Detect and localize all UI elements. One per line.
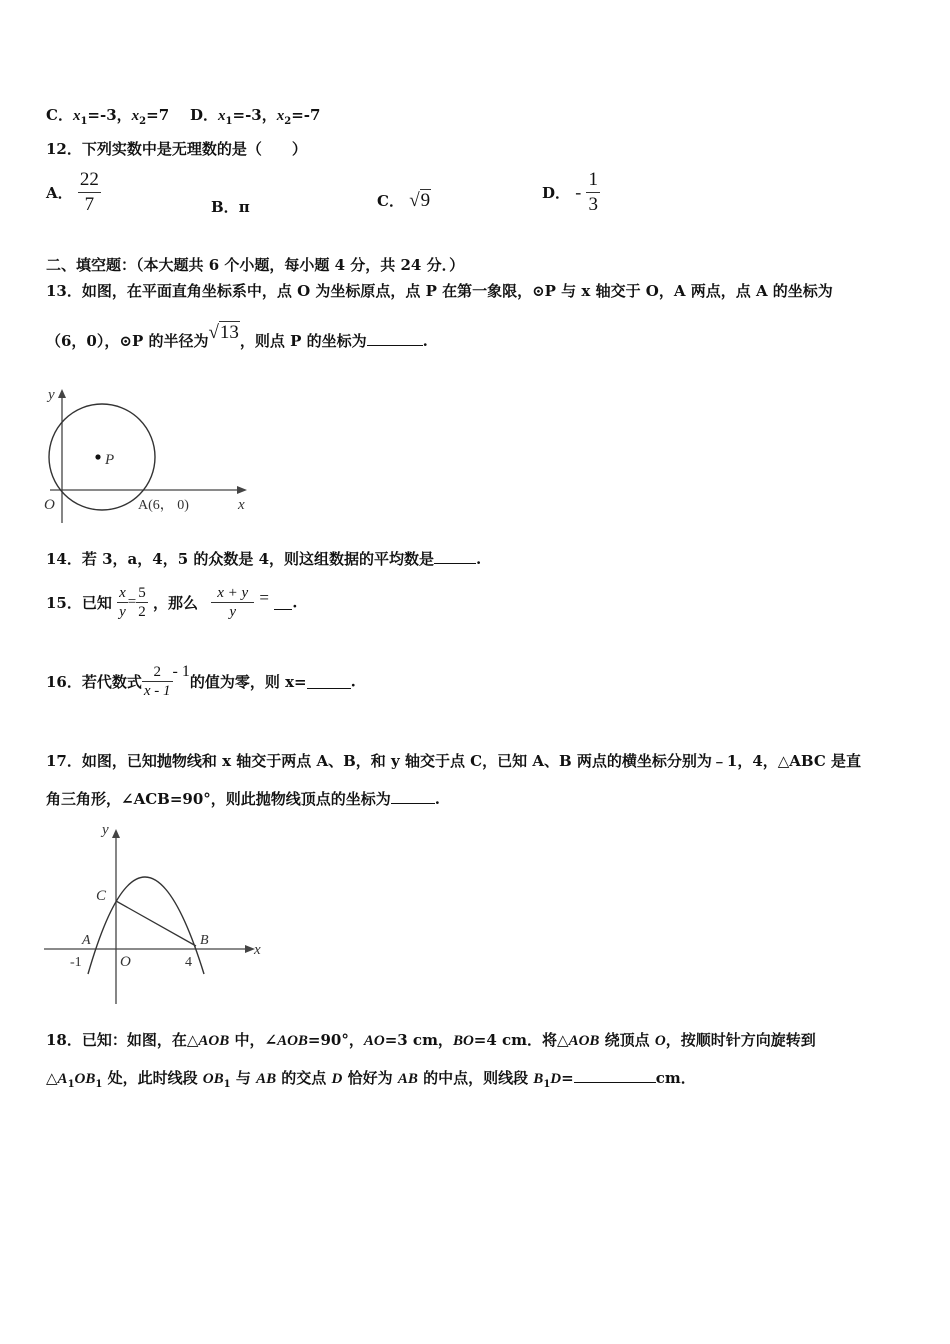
q18-line1 (46, 1029, 816, 1050)
q18-var: B (533, 1071, 544, 1087)
q12-option-a-label: A． (46, 184, 73, 202)
q17-a-label: A (82, 933, 91, 948)
q13-radicand: 13 (219, 322, 239, 343)
q15-fraction-x-over-y (117, 584, 128, 621)
q15-mid: ，那么 (152, 594, 198, 612)
q12-option-b (211, 196, 250, 217)
q15-f1-denominator: y (119, 604, 126, 620)
q11-var: x (72, 108, 81, 124)
q12-option-a (46, 168, 101, 217)
q14-line (46, 548, 481, 569)
q15-fraction-5-over-2 (136, 584, 148, 621)
q12-option-d-denominator: 3 (588, 194, 598, 215)
q13-point-p (95, 454, 100, 459)
q18-text: 恰好为 (342, 1069, 398, 1087)
q17-y-label: y (102, 822, 109, 838)
q18-text: cm． (655, 1069, 696, 1087)
q11-var: x (276, 108, 285, 124)
q12-option-d-numerator: 1 (586, 168, 600, 193)
q13-y-arrow (58, 389, 66, 398)
q18-text: 处，此时线段 (102, 1069, 203, 1087)
q13-line2-b: ，则点 P 的坐标为 (239, 332, 367, 350)
q18-var: AB (397, 1071, 418, 1087)
q11-sub: 1 (80, 116, 88, 127)
q18-text: ，按顺时针方向旋转到 (665, 1031, 816, 1049)
q16-minus-one: - 1 (172, 662, 190, 680)
q11-option-c-text: =-3， (87, 106, 132, 124)
q18-var: AO (363, 1033, 385, 1049)
q12-option-d-fraction (586, 168, 600, 217)
q15-eq2: = (259, 588, 269, 607)
q12-option-c-sqrt: √9 (409, 190, 431, 211)
q12-option-c-radicand: 9 (420, 190, 431, 211)
q17-segment-cb (116, 901, 196, 946)
q17-o-label: O (120, 954, 131, 970)
q17-line2 (46, 788, 440, 809)
q18-text: = (561, 1069, 574, 1087)
q18-var: O (654, 1033, 666, 1049)
q15-line (46, 584, 297, 621)
q15-answer-blank (274, 595, 292, 610)
q14-answer-blank (434, 549, 476, 564)
q12-option-d (542, 168, 600, 217)
q12-option-a-fraction (78, 168, 101, 217)
q15-f1-numerator: x (119, 585, 126, 601)
q11-option-d-label: D． (190, 106, 219, 124)
q13-figure (38, 385, 258, 530)
q11-option-d-text: =-3， (232, 106, 277, 124)
q17-y-arrow (112, 829, 120, 838)
q16-line (46, 663, 356, 700)
q13-o-label: O (44, 497, 55, 513)
q18-var: OB (74, 1071, 96, 1087)
q18-var: D (550, 1071, 562, 1087)
q16-end: . (350, 672, 356, 691)
q18-text: =3 cm， (384, 1031, 453, 1049)
q17-line1: 17．如图，已知抛物线和 x 轴交于两点 A、B，和 y 轴交于点 C，已知 A、B 两点的横坐标分别为﹣1，4，△ABC 是直 (46, 752, 862, 770)
q18-sub: 1 (543, 1079, 551, 1090)
q15-f3-numerator: x + y (211, 584, 254, 603)
q11-option-c-label: C． (46, 106, 73, 124)
q18-answer-blank (574, 1068, 656, 1083)
q13-line2-c: . (422, 332, 428, 350)
q11-var: x (218, 108, 226, 124)
q18-text: 绕顶点 (599, 1031, 655, 1049)
q18-sub: 1 (95, 1079, 103, 1090)
q13-sqrt: √13 (208, 322, 239, 343)
q14-text: 14．若 3，a，4，5 的众数是 4，则这组数据的平均数是 (46, 550, 435, 568)
q11-option-c-text2: =7 (146, 106, 170, 124)
q15-pre: 15．已知 (46, 594, 112, 612)
q18-line2 (46, 1067, 696, 1090)
q13-p-label: P (105, 452, 115, 468)
q16-denominator: x - 1 (143, 683, 171, 699)
q12-option-a-numerator: 22 (78, 168, 101, 193)
q16-post: 的值为零，则 x= (189, 673, 307, 691)
q13-a-label: A(6， 0) (138, 498, 189, 513)
q17-b-label: B (200, 933, 209, 948)
q15-f3-denominator: y (229, 604, 237, 620)
q15-fraction-xy-over-y (211, 584, 254, 621)
q11-var: x (131, 108, 140, 124)
q17-answer-blank (391, 789, 435, 804)
q18-var: A (57, 1071, 68, 1087)
q17-four-label: 4 (185, 955, 192, 970)
q13-circle (49, 404, 155, 510)
q13-line2-a: （6，0），⊙P 的半径为 (46, 332, 209, 350)
q18-var: OB (202, 1071, 224, 1087)
section-title: 二、填空题：（本大题共 6 个小题，每小题 4 分，共 24 分．） (46, 256, 465, 274)
q18-text: 18．已知：如图，在△ (46, 1031, 199, 1049)
q12-option-b-label: B． (211, 198, 239, 216)
q18-sub: 1 (67, 1079, 75, 1090)
q11-sub: 2 (284, 116, 292, 127)
q14-end: . (476, 550, 482, 568)
q17-figure (40, 822, 270, 1012)
q18-var: BO (452, 1033, 474, 1049)
q15-end: . (292, 593, 298, 612)
q16-answer-blank (307, 674, 351, 689)
q12-option-b-text: π (238, 198, 250, 216)
q11-option-d-text2: =-7 (291, 106, 321, 124)
q17-line2-text: 角三角形，∠ACB=90°，则此抛物线顶点的坐标为 (46, 790, 391, 808)
q18-sub: 1 (223, 1079, 231, 1090)
q18-text: 的中点，则线段 (417, 1069, 534, 1087)
q18-var: D (331, 1071, 343, 1087)
q13-line2 (46, 322, 428, 352)
q13-x-label: x (238, 497, 245, 513)
q13-line1: 13．如图，在平面直角坐标系中，点 O 为坐标原点，点 P 在第一象限，⊙P 与 x 轴交于 O，A 两点，点 A 的坐标为 (46, 282, 833, 300)
q17-x-label: x (254, 942, 261, 958)
q12-option-d-sign: - (575, 182, 582, 202)
q17-line2-end: . (434, 790, 441, 808)
q17-neg1-label: -1 (70, 955, 82, 970)
q12-option-a-denominator: 7 (84, 194, 95, 215)
q16-numerator: 2 (142, 663, 173, 682)
q12-option-d-label: D． (542, 184, 571, 202)
q15-eq1: = (127, 594, 137, 610)
q18-text: =90°， (307, 1031, 364, 1049)
q12-option-c (377, 190, 431, 212)
q13-y-label: y (48, 387, 55, 403)
q18-text: 的交点 (276, 1069, 332, 1087)
q18-var: AOB (277, 1033, 308, 1049)
q18-text: 中，∠ (229, 1031, 278, 1049)
q15-f2-numerator: 5 (138, 585, 146, 601)
q11-sub: 1 (225, 116, 233, 127)
q11-options (46, 104, 320, 127)
q16-fraction (142, 663, 173, 700)
q18-text: △ (46, 1069, 58, 1087)
q13-x-arrow (237, 486, 247, 494)
q18-var: AB (256, 1071, 277, 1087)
q18-var: AOB (568, 1033, 600, 1049)
q18-text: =4 cm．将△ (473, 1031, 569, 1049)
q15-f2-denominator: 2 (138, 604, 146, 620)
q12-stem: 12．下列实数中是无理数的是（ ） (46, 140, 307, 158)
q18-var: AOB (198, 1033, 230, 1049)
q16-pre: 16．若代数式 (46, 673, 142, 691)
q17-c-label: C (96, 888, 107, 904)
q13-answer-blank (367, 331, 423, 346)
q18-text: 与 (230, 1069, 257, 1087)
q11-sub: 2 (139, 116, 147, 127)
q12-option-c-label: C． (377, 192, 404, 210)
